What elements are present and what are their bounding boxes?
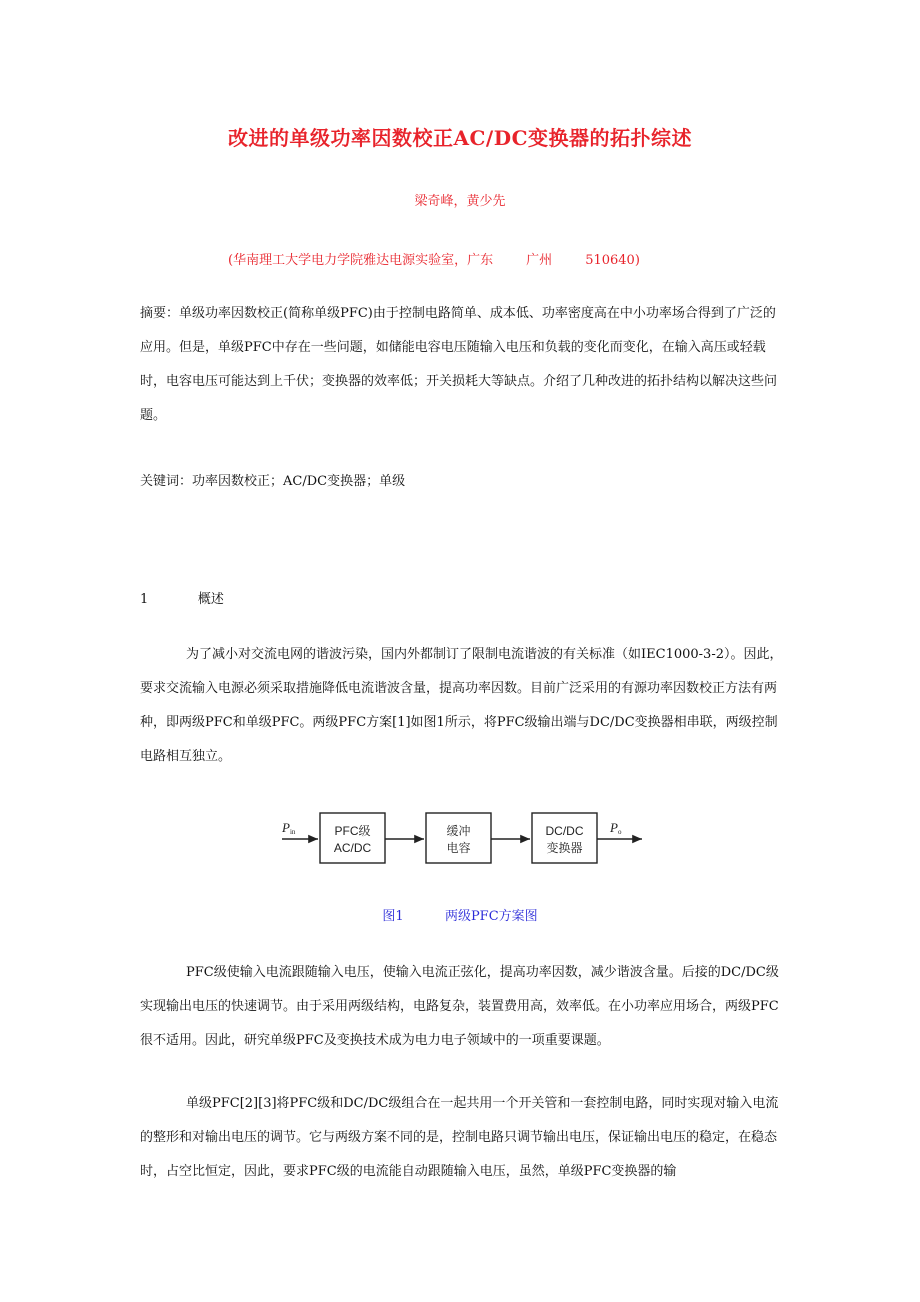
figure-1-caption [0, 905, 920, 924]
pfc-stage-line1: PFC级 [334, 824, 371, 838]
paragraph-3: 单级PFC[2][3]将PFC级和DC/DC级组合在一起共用一个开关管和一套控制电路，同时实现对输入电流的整形和对输出电压的调节。它与两级方案不同的是，控制电路只调节输出电压，保证输出电压的稳定，在稳态时，占空比恒定，因此，要求PFC级的电流能自动跟随输入电压，虽然，单级PFC变换器的输 [140, 1096, 779, 1179]
paper-title: 改进的单级功率因数校正AC/DC变换器的拓扑综述 [227, 126, 692, 150]
section-title: 概述 [197, 592, 224, 607]
abstract: 摘要：单级功率因数校正(简称单级PFC)由于控制电路简单、成本低、功率密度高在中小功率场合得到了广泛的应用。但是，单级PFC中存在一些问题，如储能电容电压随输入电压和负载的变化而变化，在输入高压或轻载时，电容电压可能达到上千伏；变换器的效率低；开关损耗大等缺点。介绍了几种改进的拓扑结构以解决这些问题。 [140, 306, 778, 423]
pfc-stage-line2: AC/DC [333, 841, 372, 855]
dcdc-converter-line1: DC/DC [545, 824, 584, 838]
buffer-capacitor-box [426, 813, 491, 863]
dcdc-converter-box [532, 813, 597, 863]
dcdc-converter-line2: 变换器 [546, 841, 583, 855]
authors: 梁奇峰，黄少先 [414, 194, 506, 209]
figure-1-diagram [280, 808, 650, 870]
buffer-capacitor-line1: 缓冲 [446, 824, 471, 838]
pfc-stage-box [320, 813, 385, 863]
caption-label: 图1 [382, 909, 404, 924]
output-power-label: Po [610, 820, 622, 836]
paragraph-1: 为了减小对交流电网的谐波污染，国内外都制订了限制电流谐波的有关标准（如IEC1000-3-2）。因此，要求交流输入电源必须采取措施降低电流谐波含量，提高功率因数。目前广泛采用的有源功率因数校正方法有两种，即两级PFC和单级PFC。两级PFC方案[1]如图1所示，将PFC级输出端与DC/DC变换器相串联，两级控制电路相互独立。 [140, 647, 783, 764]
affiliation: (华南理工大学电力学院雅达电源实验室，广东 广州 510640) [228, 253, 640, 268]
paragraph-2: PFC级使输入电流跟随输入电压，使输入电流正弦化，提高功率因数，减少谐波含量。后接的DC/DC级实现输出电压的快速调节。由于采用两级结构，电路复杂，装置费用高，效率低。在小功率应用场合，两级PFC很不适用。因此，研究单级PFC及变换技术成为电力电子领域中的一项重要课题。 [140, 965, 779, 1048]
caption-text: 两级PFC方案图 [444, 909, 538, 924]
buffer-capacitor-line2: 电容 [446, 841, 471, 855]
section-number: 1 [140, 592, 149, 607]
section-heading [140, 588, 224, 607]
input-power-label: Pin [282, 820, 296, 836]
keywords: 关键词：功率因数校正；AC/DC变换器；单级 [140, 474, 406, 489]
